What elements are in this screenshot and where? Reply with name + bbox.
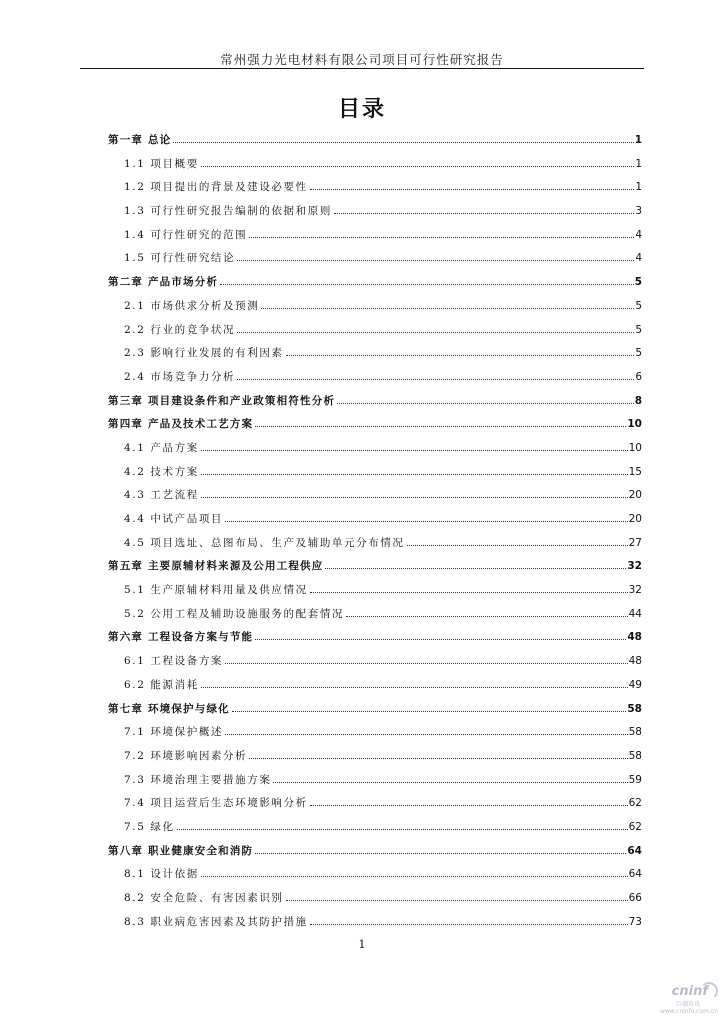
toc-entry-label: 7.1 环境保护概述 [124,726,224,739]
toc-entry-page: 62 [628,797,642,810]
toc-section-entry[interactable] [108,179,642,203]
toc-section-entry[interactable] [108,535,642,559]
toc-dot-leader [173,142,633,143]
toc-section-entry[interactable] [108,250,642,274]
toc-chapter-entry[interactable] [108,132,642,156]
toc-section-entry[interactable] [108,606,642,630]
toc-dot-leader [225,734,628,735]
toc-entry-label: 第一章 总论 [108,134,172,146]
toc-entry-label: 第三章 项目建设条件和产业政策相符性分析 [108,394,336,407]
toc-chapter-entry[interactable] [108,701,642,725]
logo-swoosh-icon [700,982,718,1000]
toc-entry-label: 6.1 工程设备方案 [124,655,224,668]
toc-section-entry[interactable] [108,914,642,938]
toc-entry-page: 44 [628,607,642,620]
toc-entry-page: 73 [628,915,642,928]
toc-dot-leader [310,805,628,806]
toc-dot-leader [232,711,627,712]
toc-entry-label: 2.2 行业的竞争状况 [124,323,236,336]
toc-entry-label: 1.2 项目提出的背景及建设必要性 [124,181,308,194]
page-number: 1 [358,938,366,951]
toc-entry-page: 20 [628,513,642,525]
toc-dot-leader [249,758,627,759]
toc-entry-page: 32 [628,584,642,597]
toc-section-entry[interactable] [108,203,642,227]
cninfo-watermark-logo [660,982,720,1022]
toc-dot-leader [310,592,628,593]
toc-dot-leader [286,355,635,356]
toc-entry-label: 第二章 产品市场分析 [108,276,219,289]
toc-dot-leader [237,332,634,333]
toc-section-entry[interactable] [108,369,642,393]
toc-dot-leader [201,876,628,877]
toc-section-entry[interactable] [108,440,642,464]
toc-dot-leader [201,474,628,475]
toc-dot-leader [201,450,628,451]
toc-chapter-entry[interactable] [108,416,642,440]
header-divider [80,68,644,69]
toc-chapter-entry[interactable] [108,629,642,653]
toc-entry-page: 48 [627,631,642,644]
toc-section-entry[interactable] [108,511,642,535]
toc-entry-page: 58 [628,726,642,739]
toc-entry-label: 第八章 职业健康安全和消防 [108,844,254,857]
toc-section-entry[interactable] [108,227,642,251]
toc-dot-leader [407,545,628,546]
toc-entry-label: 4.2 技术方案 [124,465,199,478]
toc-dot-leader [255,639,626,640]
toc-entry-label: 2.4 市场竞争力分析 [124,370,236,383]
toc-section-entry[interactable] [108,890,642,914]
toc-dot-leader [334,213,634,214]
toc-entry-label: 2.3 影响行业发展的有利因素 [124,347,284,360]
logo-url: www.cninfo.com.cn [659,1008,718,1015]
toc-entry-page: 5 [635,347,642,360]
toc-section-entry[interactable] [108,582,642,606]
toc-entry-label: 4.4 中试产品项目 [124,513,224,525]
toc-section-entry[interactable] [108,464,642,488]
toc-title: 目录 [337,96,386,122]
toc-entry-label: 6.2 能源消耗 [124,678,199,691]
toc-entry-page: 62 [628,820,642,833]
toc-entry-page: 8 [634,394,642,407]
toc-entry-page: 48 [628,655,642,668]
toc-entry-page: 10 [628,441,642,454]
toc-entry-label: 4.1 产品方案 [124,441,199,454]
toc-dot-leader [310,189,635,190]
toc-entry-label: 1.4 可行性研究的范围 [124,228,248,241]
toc-entry-label: 1.3 可行性研究报告编制的依据和原则 [124,205,332,218]
toc-dot-leader [346,616,628,617]
toc-chapter-entry[interactable] [108,558,642,582]
toc-section-entry[interactable] [108,677,642,701]
toc-entry-page: 15 [628,465,642,478]
toc-entry-page: 5 [635,323,642,336]
toc-entry-label: 7.5 绿化 [124,820,175,833]
toc-entry-page: 20 [628,489,642,502]
toc-entry-label: 8.2 安全危险、有害因素识别 [124,892,284,904]
toc-entry-label: 7.4 项目运营后生态环境影响分析 [124,797,308,810]
toc-entry-label: 7.3 环境治理主要措施方案 [124,773,272,786]
toc-dot-leader [220,284,634,285]
toc-dot-leader [201,687,628,688]
toc-entry-page: 10 [627,418,642,431]
table-of-contents [108,132,642,937]
toc-section-entry[interactable] [108,298,642,322]
toc-entry-label: 8.1 设计依据 [124,868,199,881]
toc-dot-leader [225,663,628,664]
toc-chapter-entry[interactable] [108,393,642,417]
toc-entry-label: 第七章 环境保护与绿化 [108,702,230,715]
toc-entry-label: 8.3 职业病危害因素及其防护措施 [124,915,308,928]
toc-section-entry[interactable] [108,487,642,511]
toc-dot-leader [237,260,634,261]
toc-entry-page: 5 [635,299,642,312]
toc-entry-page: 58 [627,702,642,715]
toc-dot-leader [255,853,626,854]
toc-entry-page: 64 [627,844,642,857]
toc-dot-leader [225,521,628,522]
toc-entry-page: 6 [635,370,642,383]
toc-entry-label: 7.2 环境影响因素分析 [124,749,248,762]
toc-dot-leader [286,900,628,901]
toc-section-entry[interactable] [108,345,642,369]
toc-entry-label: 4.3 工艺流程 [124,489,199,502]
toc-section-entry[interactable] [108,866,642,890]
toc-dot-leader [177,829,628,830]
toc-entry-page: 27 [628,536,642,549]
toc-section-entry[interactable] [108,322,642,346]
toc-entry-label: 1.5 可行性研究结论 [124,252,236,265]
toc-entry-page: 49 [628,678,642,691]
toc-section-entry[interactable] [108,724,642,748]
toc-entry-page: 1 [634,134,642,146]
toc-entry-label: 1.1 项目概要 [124,157,199,170]
logo-subtitle: 巨潮资讯 [675,1001,700,1008]
toc-dot-leader [261,308,634,309]
toc-entry-page: 58 [628,749,642,762]
toc-entry-label: 5.1 生产原辅材料用量及供应情况 [124,584,308,597]
toc-dot-leader [273,782,627,783]
toc-section-entry[interactable] [108,795,642,819]
toc-entry-label: 2.1 市场供求分析及预测 [124,299,260,312]
toc-section-entry[interactable] [108,653,642,677]
toc-entry-page: 1 [635,157,642,170]
toc-section-entry[interactable] [108,819,642,843]
toc-entry-label: 4.5 项目选址、总图布局、生产及辅助单元分布情况 [124,536,405,549]
toc-dot-leader [337,403,634,404]
toc-dot-leader [237,379,634,380]
toc-entry-page: 3 [635,205,642,218]
logo-brand: cninf [671,984,708,999]
toc-dot-leader [255,426,626,427]
toc-entry-page: 59 [628,773,642,786]
toc-dot-leader [310,924,628,925]
toc-section-entry[interactable] [108,156,642,180]
toc-entry-label: 第五章 主要原辅材料来源及公用工程供应 [108,560,324,573]
toc-entry-label: 第四章 产品及技术工艺方案 [108,418,254,431]
toc-chapter-entry[interactable] [108,843,642,867]
toc-dot-leader [325,568,626,569]
toc-entry-page: 32 [627,560,642,573]
toc-entry-page: 5 [634,276,642,289]
toc-entry-page: 1 [635,181,642,194]
toc-entry-label: 第六章 工程设备方案与节能 [108,631,254,644]
toc-dot-leader [201,166,634,167]
toc-entry-page: 66 [628,892,642,904]
toc-dot-leader [201,497,628,498]
toc-entry-page: 4 [635,228,642,241]
toc-dot-leader [249,237,634,238]
toc-chapter-entry[interactable] [108,274,642,298]
running-header: 常州强力光电材料有限公司项目可行性研究报告 [220,52,504,67]
toc-entry-page: 4 [635,252,642,265]
toc-section-entry[interactable] [108,772,642,796]
toc-entry-page: 64 [628,868,642,881]
toc-entry-label: 5.2 公用工程及辅助设施服务的配套情况 [124,607,345,620]
toc-section-entry[interactable] [108,748,642,772]
